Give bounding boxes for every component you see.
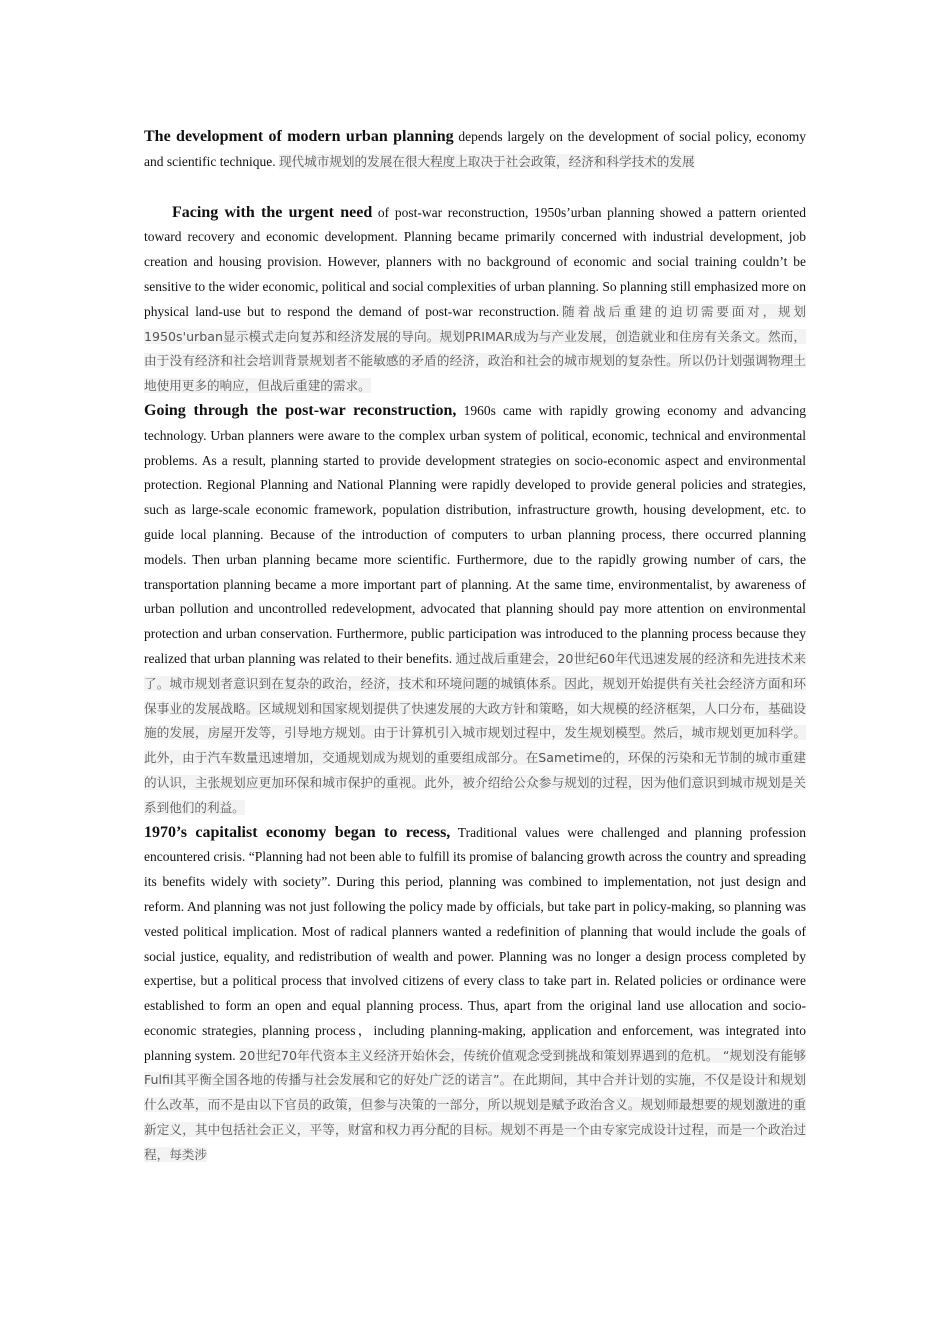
paragraph-english-text: 1960s came with rapidly growing economy and advancing technology. Urban planners were aware to the complex urban system of political, economic, technical and environmental problems. As a result, planning started to provide development strategies on socio-economic aspect and environmental protection. Regional Planning and National Planning were rapidly developed to provide general policies and strategies, such as large-scale economic framework, population distribution, infrastructure growth, housing development, etc. to guide local planning. Because of the introduction of computers to urban planning process, there occurred planning models. Then urban planning became more scientific. Furthermore, due to the rapidly growing number of cars, the transportation planning became a more important part of planning. At the same time, environmentalist, by awareness of urban pollution and uncontrolled redevelopment, advocated that planning should pay more attention on environmental protection and urban conservation. Furthermore, public participation was introduced to the planning process because they realized that urban planning was related to their benefits. xyxy=(144,402,806,666)
paragraph-chinese-translation: 现代城市规划的发展在很大程度上取决于社会政策，经济和科学技术的发展 xyxy=(278,153,695,169)
paragraph-3 xyxy=(144,399,806,821)
paragraph-english-text: Traditional values were challenged and planning profession encountered crisis. “Planning had not been able to fulfill its promise of balancing growth across the country and spreading its benefits widely with society”. During this period, planning was combined to implementation, not just design and reform. And planning was not just following the policy made by officials, but take part in policy-making, so planning was vested political implication. Most of radical planners wanted a redefinition of planning that would include the goals of social justice, equality, and redistribution of wealth and power. Planning was no longer a design process completed by expertise, but a political process that involved citizens of every class to take part in. Related policies or ordinance were established to form an open and equal planning process. Thus, apart from the original land use allocation and socio-economic strategies, planning process，including planning-making, application and enforcement, was integrated into planning system. xyxy=(144,824,806,1063)
paragraph-lead: 1970’s capitalist economy began to recess, xyxy=(144,823,451,841)
paragraph-chinese-translation: 通过战后重建会，20世纪60年代迅速发展的经济和先进技术来了。城市规划者意识到在复杂的政治，经济，技术和环境问题的城镇体系。因此，规划开始提供有关社会经济方面和环保事业的发展战略。区域规划和国家规划提供了快速发展的大政方针和策略，如大规模的经济框架，人口分布，基础设施的发展，房屋开发等，引导地方规划。由于计算机引入城市规划过程中，发生规划模型。然后，城市规划更加科学。此外，由于汽车数量迅速增加，交通规划成为规划的重要组成部分。在Sametime的，环保的污染和无节制的城市重建的认识，主张规划应更加环保和城市保护的重视。此外，被介绍给公众参与规划的过程，因为他们意识到城市规划是关系到他们的利益。 xyxy=(144,650,806,815)
paragraph-chinese-translation: 20世纪70年代资本主义经济开始休会，传统价值观念受到挑战和策划界遇到的危机。 “规划没有能够Fulfil其平衡全国各地的传播与社会发展和它的好处广泛的诺言”。在此期间，其中合并计划的实施，不仅是设计和规划什么改革，而不是由以下官员的政策，但参与决策的一部分，所以规划是赋予政治含义。规划师最想要的规划激进的重新定义，其中包括社会正义，平等，财富和权力再分配的目标。规划不再是一个由专家完成设计过程，而是一个政治过程，每类涉 xyxy=(144,1047,807,1162)
paragraph-4 xyxy=(144,821,806,1168)
paragraph-lead: The development of modern urban planning xyxy=(144,128,454,145)
paragraph-english-text: of post-war reconstruction, 1950s’urban planning showed a pattern oriented toward recovery and economic development. Planning became primarily concerned with industrial development, job creation and housing provision. However, planners with no background of economic and social training couldn’t be sensitive to the wider economic, political and social complexities of urban planning. So planning still emphasized more on physical land-use but to respond the demand of post-war reconstruction. xyxy=(144,204,806,319)
paragraph-spacer xyxy=(144,175,806,201)
paragraph-lead: Going through the post-war reconstruction, xyxy=(144,401,457,419)
paragraph-chinese-translation: 随着战后重建的迫切需要面对，规划1950s'urban显示模式走向复苏和经济发展的导向。规划PRIMAR成为与产业发展，创造就业和住房有关条文。然而，由于没有经济和社会培训背景规划者不能敏感的矛盾的经济，政治和社会的城市规划的复杂性。所以仍计划强调物理土地使用更多的响应，但战后重建的需求。 xyxy=(144,303,806,394)
paragraph-1 xyxy=(144,125,806,175)
paragraph-english-text: depends largely on the development of social policy, economy and scientific technique. xyxy=(144,129,806,169)
document-page xyxy=(144,125,806,1168)
paragraph-lead: Facing with the urgent need xyxy=(172,203,373,221)
paragraph-2 xyxy=(144,201,806,399)
